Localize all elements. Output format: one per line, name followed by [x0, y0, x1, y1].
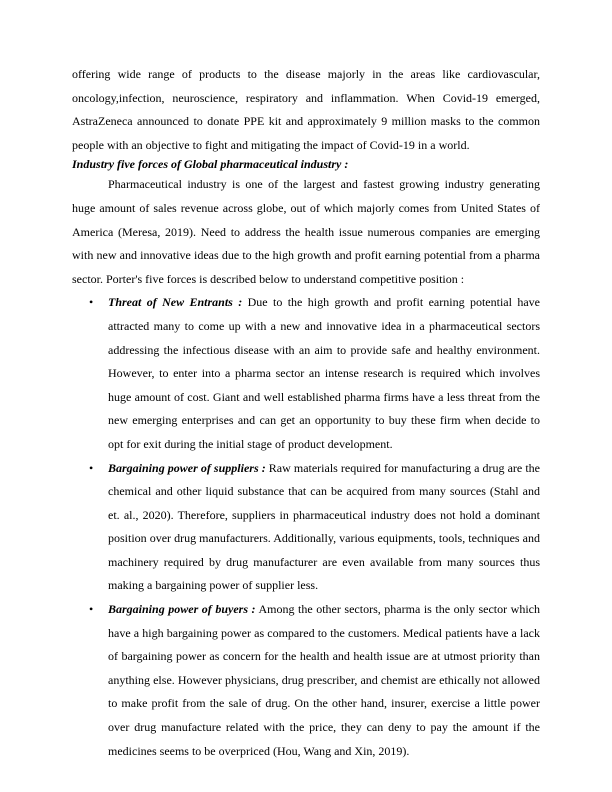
section-heading: Industry five forces of Global pharmaceutical industry :	[72, 157, 349, 172]
list-item	[72, 457, 540, 599]
list-item	[72, 598, 540, 763]
bullet-icon: •	[89, 295, 94, 310]
bullet-icon: •	[89, 460, 94, 475]
list-item-title: Bargaining power of buyers :	[108, 602, 256, 617]
list-item-title: Bargaining power of suppliers :	[108, 460, 266, 475]
body-paragraph: Pharmaceutical industry is one of the largest and fastest growing industry generating huge amount of sales revenue across globe, out of which majorly comes from United States of America (Meresa, 2019). Need to address the health issue numerous companies are emerging with new and innovative ideas due to the high growth and profit earning potential from a pharma sector. Porter's five forces is described below to understand competitive position :	[72, 177, 540, 286]
list-item-text: Due to the high growth and profit earning potential have attracted many to come up with a new and innovative idea in a pharmaceutical sectors addressing the infectious disease with an aim to provide safe and healthy environment. However, to enter into a pharma sector an intense research is required which involves huge amount of cost. Giant and well established pharma firms have a less threat from the new emerging enterprises and can get an opportunity to buy these firm when decide to opt for exit during the initial stage of product development.	[108, 295, 540, 451]
list-item-text: Raw materials required for manufacturing a drug are the chemical and other liquid substance that can be acquired from many sources (Stahl and et. al., 2020). Therefore, suppliers in pharmaceutical industry does not hold a dominant position over drug manufacturers. Additionally, various equipments, tools, techniques and machinery required by drug manufacturer are even available from many sources thus making a bargaining power of supplier less.	[108, 460, 541, 593]
intro-paragraph: offering wide range of products to the disease majorly in the areas like cardiovascular, oncology,infection, neuroscience, respiratory and inflammation. When Covid-19 emerged, AstraZeneca announced to donate PPE kit and approximately 9 million masks to the common people with an objective to fight and mitigating the impact of Covid-19 in a world.	[72, 67, 540, 152]
list-item	[72, 291, 540, 456]
five-forces-list	[72, 291, 540, 763]
list-item-text: Among the other sectors, pharma is the only sector which have a high bargaining power as compared to the customers. Medical patients have a lack of bargaining power as concern for the health and health issue are at utmost priority than anything else. However physicians, drug prescriber, and chemist are ethically not allowed to make profit from the sale of drug. On the other hand, insurer, exercise a little power over drug manufacture related with the price, they can deny to pay the amount if the medicines seems to be overpriced (Hou, Wang and Xin, 2019).	[108, 602, 541, 758]
document-page	[72, 63, 540, 763]
bullet-icon: •	[89, 602, 94, 617]
list-item-title: Threat of New Entrants :	[108, 295, 243, 310]
